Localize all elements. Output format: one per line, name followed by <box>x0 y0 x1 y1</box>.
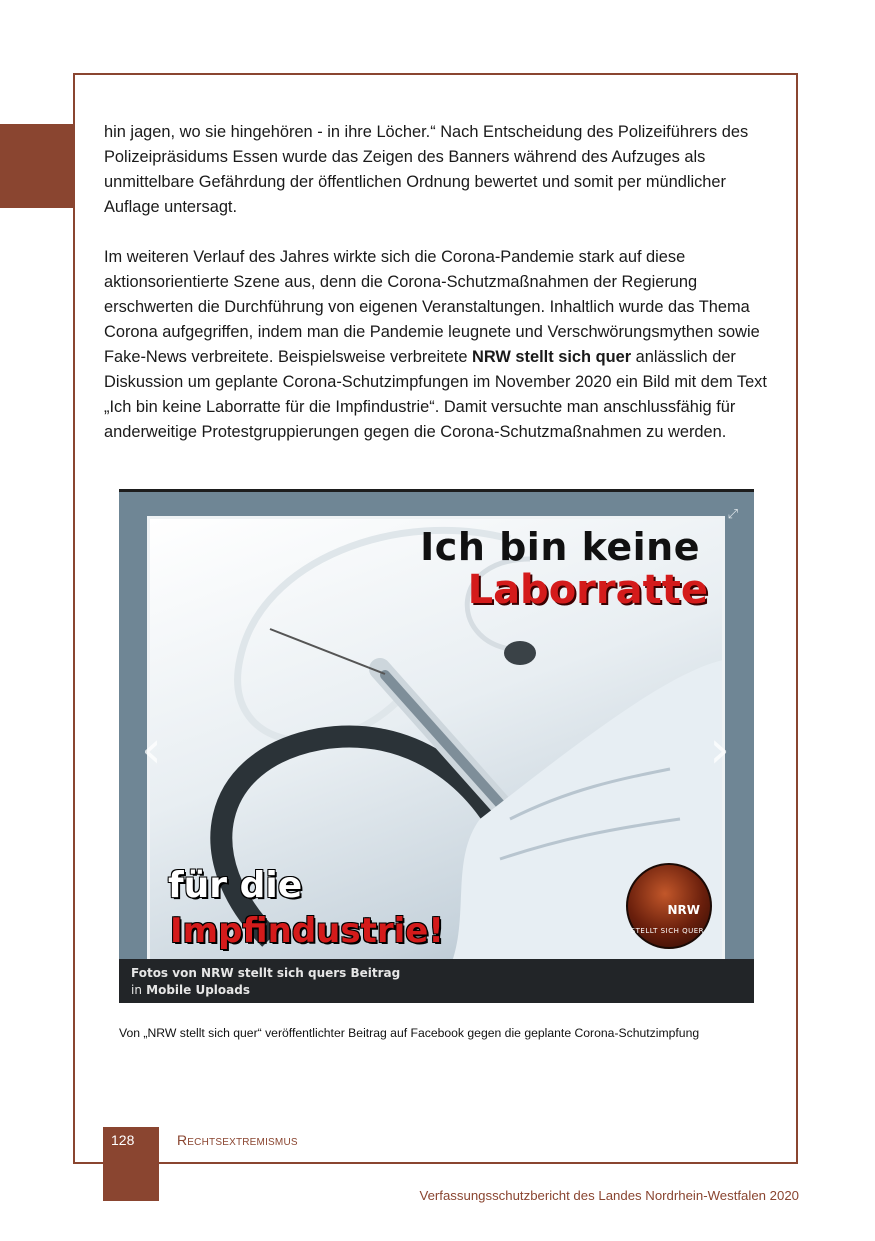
group-logo-text: NRW <box>667 903 700 917</box>
post-album-line[interactable] <box>131 982 754 999</box>
section-title: Rechtsextremismus <box>177 1132 298 1148</box>
paragraph-2 <box>104 245 776 445</box>
post-source-line[interactable]: Fotos von NRW stellt sich quers Beitrag <box>131 966 401 980</box>
post-info-bar <box>119 959 754 1003</box>
side-tab-marker <box>0 124 73 208</box>
paragraph-2-bold-name: NRW stellt sich quer <box>472 348 632 366</box>
image-text-line-1: Ich bin keine <box>420 525 700 569</box>
image-text-line-4: Impfindustrie! <box>170 911 444 951</box>
chevron-right-icon[interactable]: › <box>709 720 730 780</box>
figure-caption: Von „NRW stellt sich quer“ veröffentlichter Beitrag auf Facebook gegen die geplante Corona-Schutzimpfung <box>119 1026 700 1040</box>
chevron-left-icon[interactable]: ‹ <box>141 720 162 780</box>
post-album-prefix: in <box>131 983 142 997</box>
paragraph-2-part-2: anlässlich der Diskussion um geplante Corona-Schutzimpfungen im November 2020 ein Bild mit dem Text „Ich bin keine Laborratte für die Impfindustrie“. Damit versuchte man anschlussfähig für anderweitige Protestgruppierungen gegen die Corona-Schutzmaßnahmen zu werden. <box>104 348 767 441</box>
paragraph-2-part-1: Im weiteren Verlauf des Jahres wirkte sich die Corona-Pandemie stark auf diese aktionsorientierte Szene aus, denn die Corona-Schutzmaßnahmen der Regierung erschwerten die Durchführung von eigenen Veranstaltungen. Inhaltlich wurde das Thema Corona aufgegriffen, indem man die Pandemie leugnete und Verschwörungsmythen sowie Fake-News verbreitete. Beispielsweise verbreitete <box>104 248 760 366</box>
image-text-line-2: Laborratte <box>467 567 708 613</box>
group-logo-subtext: STELLT SICH QUER <box>630 927 704 935</box>
post-album-name: Mobile Uploads <box>146 983 250 997</box>
image-text-line-3: für die <box>168 865 303 906</box>
facebook-post-image[interactable] <box>119 489 754 1003</box>
paragraph-1: hin jagen, wo sie hingehören - in ihre Löcher.“ Nach Entscheidung des Polizeiführers des Polizeipräsidums Essen wurde das Zeigen des Banners während des Aufzuges als unmittelbare Gefährdung der öffentlichen Ordnung bewertet und somit per mündlicher Auflage untersagt. <box>104 123 749 216</box>
page-number: 128 <box>111 1132 135 1148</box>
body-text <box>104 120 776 470</box>
document-footer: Verfassungsschutzbericht des Landes Nordrhein-Westfalen 2020 <box>419 1188 799 1203</box>
post-picture <box>147 516 725 964</box>
expand-icon[interactable]: ⤢ <box>727 506 738 521</box>
